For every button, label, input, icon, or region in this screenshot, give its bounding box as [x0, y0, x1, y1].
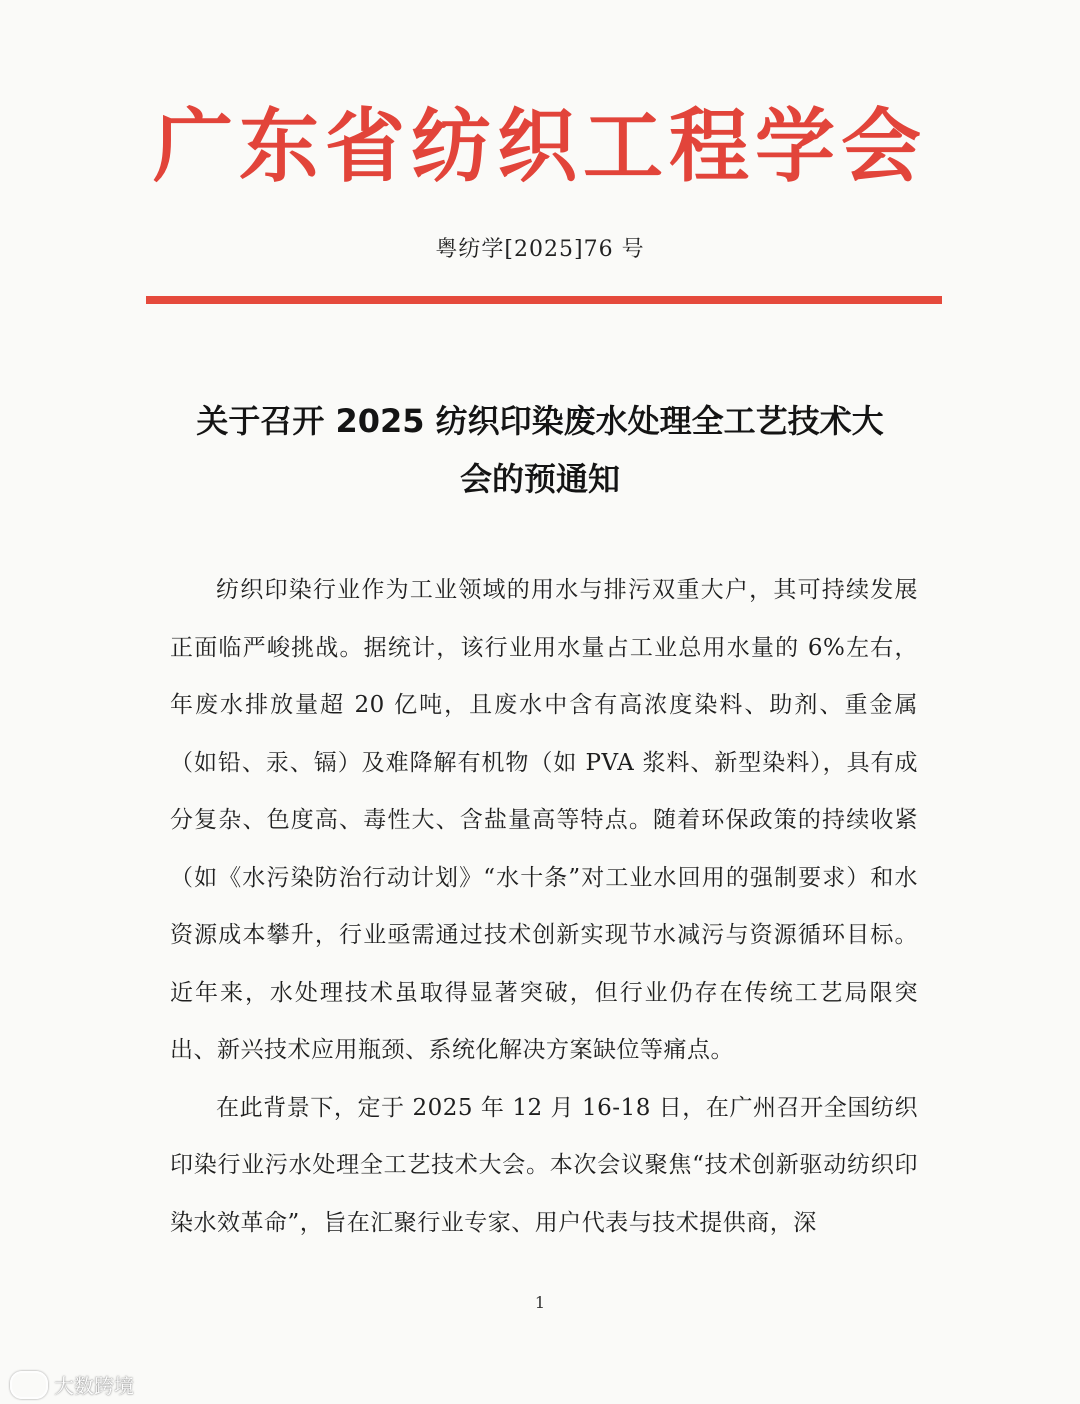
body-paragraph-2: 在此背景下，定于 2025 年 12 月 16-18 日，在广州召开全国纺织印染行业污水处理全工艺技术大会。本次会议聚焦“技术创新驱动纺织印染水效革命”，旨在汇聚行业专家、用户代表与技术提供商，深 [170, 1094, 918, 1236]
watermark-text: 大数跨境 [54, 1374, 134, 1398]
organization-title: 广东省纺织工程学会 [153, 99, 927, 193]
red-divider-rule [146, 296, 942, 304]
notice-title-line-2: 会的预通知 [459, 460, 620, 498]
source-watermark [10, 1370, 134, 1399]
watermark-logo-icon [10, 1371, 48, 1399]
notice-title [160, 392, 920, 508]
notice-title-line-1: 关于召开 2025 纺织印染废水处理全工艺技术大 [196, 402, 884, 440]
page-number: 1 [534, 1293, 546, 1312]
document-number: 粤纺学[2025]76 号 [435, 237, 645, 262]
body-paragraph-1: 纺织印染行业作为工业领域的用水与排污双重大户，其可持续发展正面临严峻挑战。据统计，该行业用水量占工业总用水量的 6%左右，年废水排放量超 20 亿吨，且废水中含有高浓度染料、助剂、重金属（如铅、汞、镉）及难降解有机物（如 PVA 浆料、新型染料），具有成分复杂、色度高、毒性大、含盐量高等特点。随着环保政策的持续收紧（如《水污染防治行动计划》“水十条”对工业水回用的强制要求）和水资源成本攀升，行业亟需通过技术创新实现节水减污与资源循环目标。近年来，水处理技术虽取得显著突破，但行业仍存在传统工艺局限突出、新兴技术应用瓶颈、系统化解决方案缺位等痛点。 [170, 577, 918, 1063]
notice-body [170, 562, 918, 1252]
